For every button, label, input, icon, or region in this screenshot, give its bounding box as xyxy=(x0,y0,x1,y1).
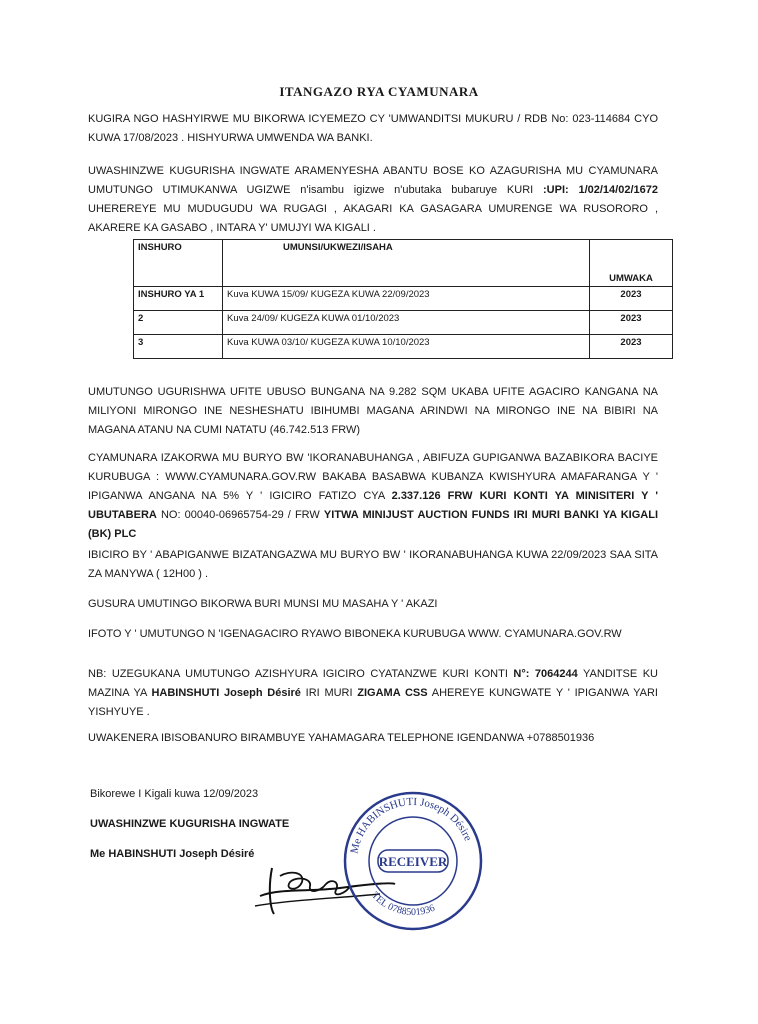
upi-number: :UPI: 1/02/14/02/1672 xyxy=(543,184,658,196)
table-row xyxy=(134,287,673,311)
header-date: UMUNSI/UKWEZI/ISAHA xyxy=(223,240,590,287)
signer-name: Me HABINSHUTI Joseph Désiré xyxy=(90,848,255,860)
results-paragraph: IBICIRO BY ' ABAPIGANWE BIZATANGAZWA MU BURYO BW ' IKORANABUHANGA KUWA 22/09/2023 SAA SITA ZA MANYWA ( 12H00 ) . xyxy=(88,549,658,580)
row-year: 2023 xyxy=(590,311,673,335)
nb-holder: HABINSHUTI Joseph Désiré xyxy=(151,687,301,699)
nb-text-g: AHEREYE KUNGWATE Y ' IPIGANWA YARI YISHYUYE . xyxy=(88,687,658,718)
header-inshuro: INSHURO xyxy=(134,240,223,287)
row-date: Kuva KUWA 03/10/ KUGEZA KUWA 10/10/2023 xyxy=(223,335,590,359)
sale-notice-text-b: UHEREREYE MU MUDUGUDU WA RUGAGI , AKAGARI KA GASAGARA UMURENGE WA RUSORORO , AKARERE KA GASABO , INTARA Y' UMUJYI WA KIGALI . xyxy=(88,203,658,234)
auction-schedule-table xyxy=(133,239,673,359)
account-name: YITWA MINIJUST AUCTION FUNDS IRI MURI BANKI YA KIGALI (BK) PLC xyxy=(88,509,658,540)
contact-paragraph: UWAKENERA IBISOBANURO BIRAMBUYE YAHAMAGARA TELEPHONE IGENDANWA +0788501936 xyxy=(88,732,595,744)
page-title: ITANGAZO RYA CYAMUNARA xyxy=(279,84,479,99)
row-inshuro: 3 xyxy=(134,335,223,359)
property-value-paragraph: UMUTUNGO UGURISHWA UFITE UBUSO BUNGANA NA 9.282 SQM UKABA UFITE AGACIRO KANGANA NA MILIYONI MIRONGO INE NESHESHATU IBIHUMBI MAGANA ARINDWI NA MIRONGO INE NA BIBIRI NA MAGANA ATANU NA CUMI NATATU (46.742.513 FRW) xyxy=(88,386,658,436)
row-inshuro: 2 xyxy=(134,311,223,335)
place-date: Bikorewe I Kigali kuwa 12/09/2023 xyxy=(90,788,259,800)
account-number: NO: 00040-06965754-29 / FRW xyxy=(156,509,324,521)
header-year: UMWAKA xyxy=(590,240,673,287)
table-header-row xyxy=(134,240,673,287)
nb-text-a: NB: UZEGUKANA UMUTUNGO AZISHYURA IGICIRO CYATANZWE KURI KONTI xyxy=(88,668,514,680)
receiver-stamp xyxy=(342,790,484,932)
stamp-ring-text: Me HABINSHUTI Joseph Désire xyxy=(348,795,474,855)
stamp-center-text: RECEIVER xyxy=(378,854,448,869)
row-inshuro: INSHURO YA 1 xyxy=(134,287,223,311)
nb-text-c: YANDITSE KU MAZINA YA xyxy=(88,668,658,699)
visit-paragraph: GUSURA UMUTINGO BIKORWA BURI MUNSI MU MASAHA Y ' AKAZI xyxy=(88,598,438,610)
table-row xyxy=(134,311,673,335)
row-year: 2023 xyxy=(590,287,673,311)
auction-payment-paragraph xyxy=(88,449,658,544)
signer-role: UWASHINZWE KUGURISHA INGWATE xyxy=(90,818,290,830)
sale-notice-paragraph xyxy=(88,162,658,238)
table-row xyxy=(134,335,673,359)
row-date: Kuva KUWA 15/09/ KUGEZA KUWA 22/09/2023 xyxy=(223,287,590,311)
nb-paragraph xyxy=(88,665,658,722)
row-year: 2023 xyxy=(590,335,673,359)
nb-bank: ZIGAMA CSS xyxy=(357,687,428,699)
deposit-amount: 2.337.126 FRW KURI KONTI YA MINISITERI Y ' UBUTABERA xyxy=(88,490,658,521)
photo-paragraph: IFOTO Y ' UMUTUNGO N 'IGENAGACIRO RYAWO BIBONEKA KURUBUGA WWW. CYAMUNARA.GOV.RW xyxy=(88,628,622,640)
sale-notice-text-a: UWASHINZWE KUGURISHA INGWATE ARAMENYESHA ABANTU BOSE KO AZAGURISHA MU CYAMUNARA UMUTUNGO UTIMUKANWA UGIZWE n'isambu igizwe n'ubutaka bubaruye KURI xyxy=(88,165,658,196)
row-date: Kuva 24/09/ KUGEZA KUWA 01/10/2023 xyxy=(223,311,590,335)
payment-text-a: CYAMUNARA IZAKORWA MU BURYO BW 'IKORANABUHANGA , ABIFUZA GUPIGANWA BAZABIKORA BACIYE KURUBUGA : WWW.CYAMUNARA.GOV.RW BAKABA BASABWA KUBANZA KWISHYURA AMAFARANGA Y ' IPIGANWA ANGANA NA 5% Y ' IGICIRO FATIZO CYA xyxy=(88,452,658,502)
nb-text-e: IRI MURI xyxy=(300,687,358,699)
nb-account: N°: 7064244 xyxy=(513,668,578,680)
stamp-phone-text: TEL 0788501936 xyxy=(369,890,437,919)
intro-paragraph: KUGIRA NGO HASHYIRWE MU BIKORWA ICYEMEZO CY 'UMWANDITSI MUKURU / RDB No: 023-114684 CYO KUWA 17/08/2023 . HISHYURWA UMWENDA WA BANKI. xyxy=(88,113,658,144)
